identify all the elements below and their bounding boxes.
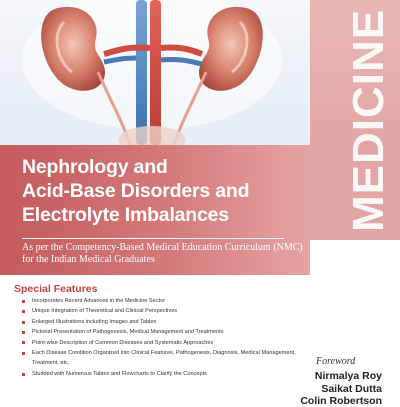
bullet-icon [22,352,25,355]
feature-item: Pictorial Presentation of Pathogenesis, Medical Management and Treatments [22,327,312,337]
subtitle-line-1: As per the Competency-Based Medical Education Curriculum (NMC) [22,242,303,253]
kidney-illustration [0,0,310,145]
feature-list [22,296,312,379]
author-name: Nirmalya Roy [314,370,382,382]
title-divider [22,238,284,239]
title-line-2: Acid-Base Disorders and [22,180,250,202]
special-features [0,275,310,400]
bullet-icon [22,321,25,324]
book-title [22,155,302,227]
band-word-text: MEDICINE [344,8,393,232]
feature-item: Studded with Numerous Tables and Flowcharts to Clarify the Concepts [22,369,312,379]
bullet-icon [22,300,25,303]
title-line-3: Electrolyte Imbalances [22,204,229,226]
bullet-icon [22,310,25,313]
feature-item: Incorporates Recent Advances in the Medicine Sector [22,296,312,306]
book-subtitle [22,242,307,266]
kidney-icon [0,0,310,145]
bullet-icon [22,373,25,376]
bullet-icon [22,341,25,344]
foreword-label: Foreword [316,356,356,367]
bullet-icon [22,331,25,334]
title-panel [0,145,310,275]
feature-item: Each Disease Condition Organized into Clinical Features, Pathogenesis, Diagnosis, Medical Management, Treatment, etc. [22,348,312,369]
feature-item: Unique Integration of Theoretical and Clinical Perspectives [22,306,312,316]
title-line-1: Nephrology and [22,156,168,178]
feature-item: Point-wise Description of Common Diseases and Systematic Approaches [22,338,312,348]
band-word [345,0,391,240]
features-heading: Special Features [14,283,98,295]
subtitle-line-2: for the Indian Medical Graduates [22,254,155,265]
author-name: Saikat Dutta [321,383,382,395]
feature-item: Enlarged Illustrations including Images and Tables [22,317,312,327]
author-name: Colin Robertson [300,395,382,407]
